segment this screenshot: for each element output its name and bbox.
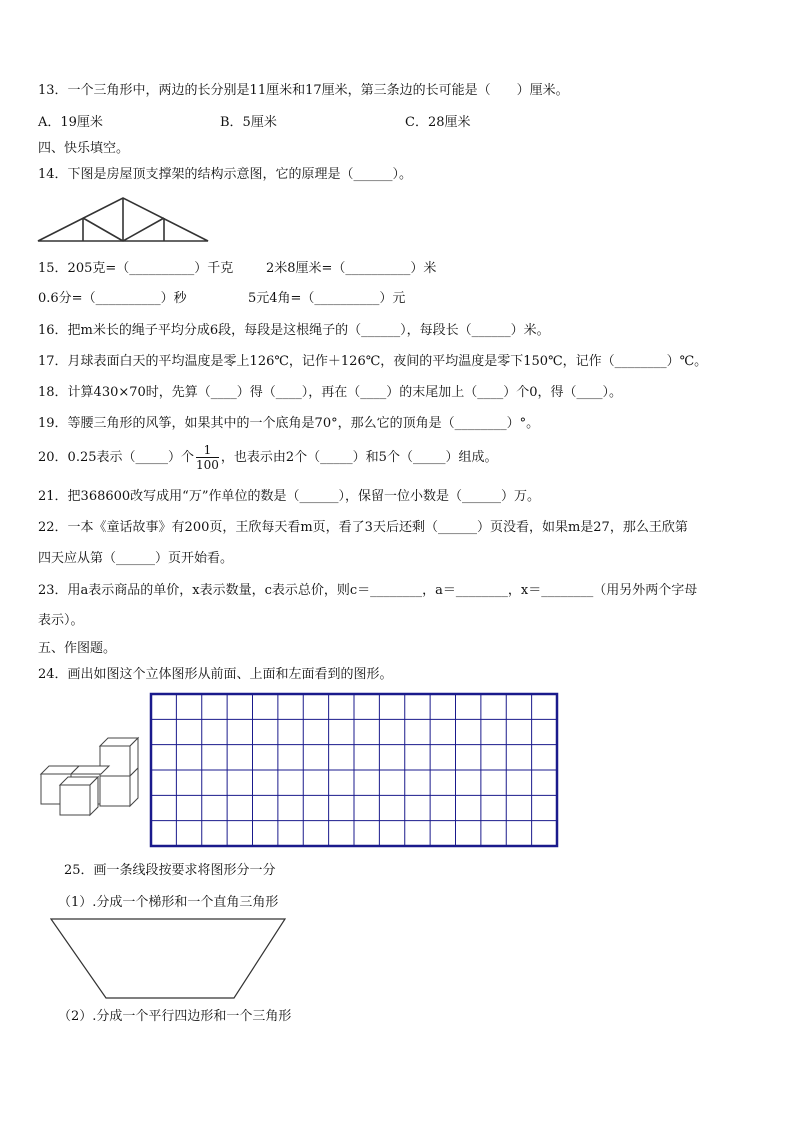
q23-line-2: 表示）。 <box>38 613 84 628</box>
section-4-heading: 四、快乐填空。 <box>38 141 130 156</box>
q25-part-1: （1）.分成一个梯形和一个直角三角形 <box>58 895 279 910</box>
q15-grams-to-kg: 15．205克=（__________）千克 <box>38 261 234 276</box>
fraction-denominator: 100 <box>196 458 219 472</box>
drawing-grid[interactable] <box>149 692 561 850</box>
q21-stem: 21．把368600改写成用“万”作单位的数是（______），保留一位小数是（______）万。 <box>38 489 540 504</box>
q20-after-text: ，也表示由2个（_____）和5个（_____）组成。 <box>220 450 498 465</box>
q13-option-c: C．28厘米 <box>405 115 471 130</box>
q23-line-1: 23．用a表示商品的单价，x表示数量，c表示总价，则c＝________，a＝________，x＝________（用另外两个字母 <box>38 583 698 598</box>
section-5-heading: 五、作图题。 <box>38 641 117 656</box>
q15-minutes-to-seconds: 0.6分=（__________）秒 <box>38 291 187 306</box>
q17-stem: 17．月球表面白天的平均温度是零上126℃，记作＋126℃，夜间的平均温度是零下150℃，记作（________）℃。 <box>38 354 708 369</box>
cube-stack-figure <box>38 734 142 818</box>
q18-stem: 18．计算430×70时，先算（____）得（____），再在（____）的末尾加上（____）个0，得（____）。 <box>38 385 623 400</box>
q25-stem: 25．画一条线段按要求将图形分一分 <box>64 863 276 878</box>
q20-stem <box>38 440 497 476</box>
q24-stem: 24．画出如图这个立体图形从前面、上面和左面看到的图形。 <box>38 667 393 682</box>
q13-option-a: A．19厘米 <box>38 115 103 130</box>
roof-truss-figure <box>36 194 212 246</box>
q25-part-2: （2）.分成一个平行四边形和一个三角形 <box>58 1009 292 1024</box>
q15-yuan: 5元4角=（__________）元 <box>248 291 406 306</box>
fraction-one-hundredth <box>196 443 219 472</box>
q22-line-1: 22．一本《童话故事》有200页，王欣每天看m页，看了3天后还剩（______）页没看，如果m是27，那么王欣第 <box>38 520 688 535</box>
q19-stem: 19．等腰三角形的风筝，如果其中的一个底角是70°，那么它的顶角是（________）°。 <box>38 416 540 431</box>
q14-stem: 14．下图是房屋顶支撑架的结构示意图，它的原理是（______）。 <box>38 167 413 182</box>
q20-before-text: 20．0.25表示（_____）个 <box>38 450 194 465</box>
q15-meters: 2米8厘米=（__________）米 <box>266 261 437 276</box>
q13-option-b: B．5厘米 <box>220 115 277 130</box>
q13-stem: 13．一个三角形中，两边的长分别是11厘米和17厘米，第三条边的长可能是（ ）厘米。 <box>38 83 569 98</box>
q16-stem: 16．把m米长的绳子平均分成6段，每段是这根绳子的（______），每段长（______）米。 <box>38 323 550 338</box>
q22-line-2: 四天应从第（______）页开始看。 <box>38 551 234 566</box>
fraction-numerator: 1 <box>196 443 219 458</box>
trapezoid-figure <box>50 916 288 1002</box>
